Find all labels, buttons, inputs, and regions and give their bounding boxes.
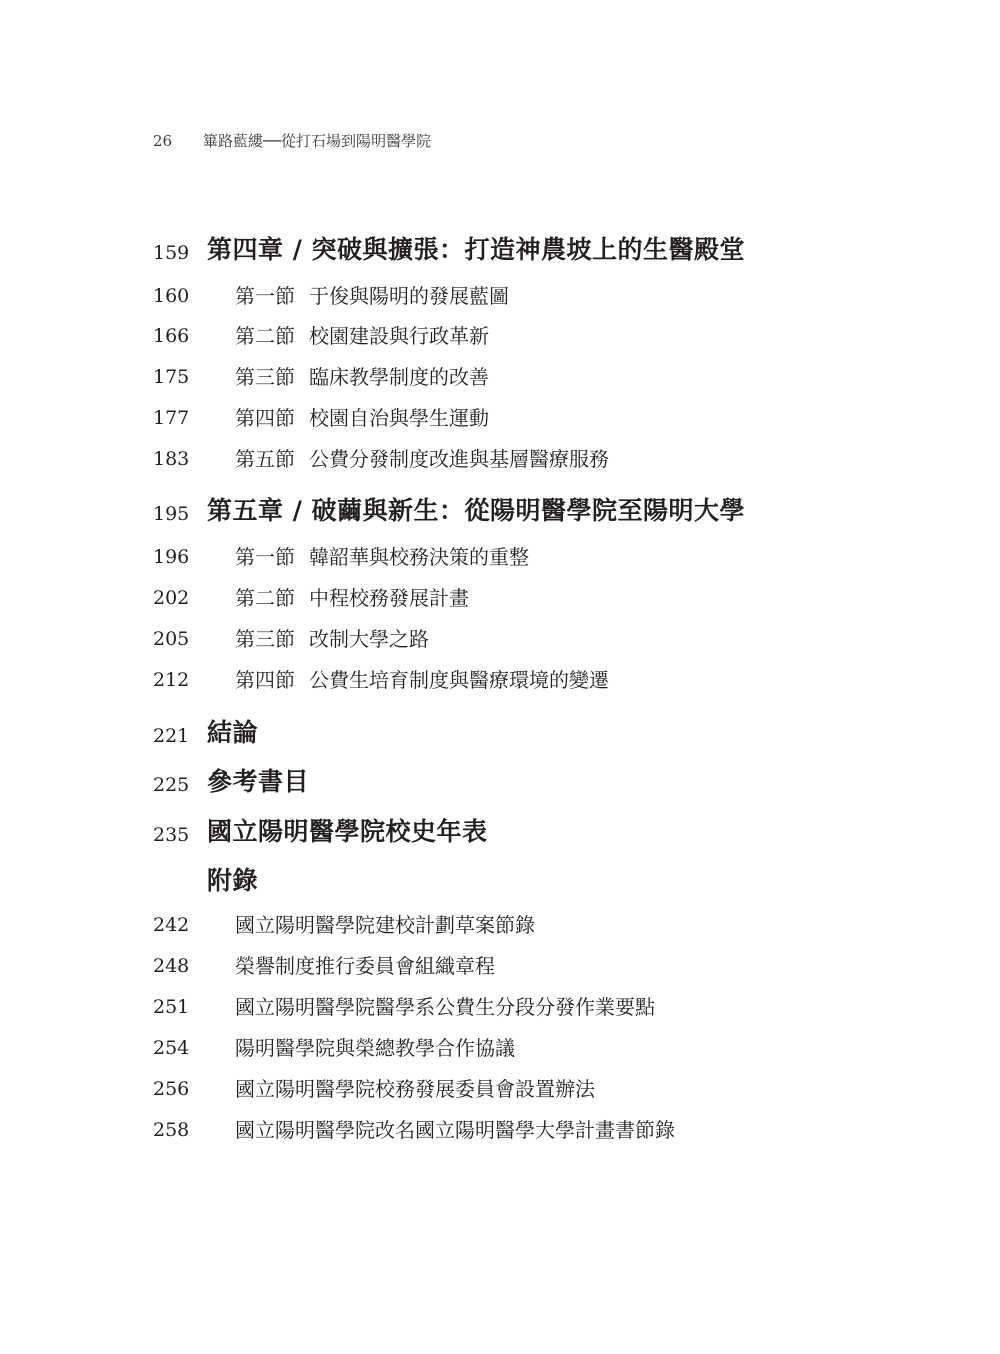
toc-appendix-item[interactable] bbox=[153, 951, 853, 981]
toc-section[interactable] bbox=[153, 624, 853, 654]
toc-page-number: 177 bbox=[153, 407, 190, 429]
toc-page-number: 221 bbox=[153, 725, 190, 747]
toc-appendix-item[interactable] bbox=[153, 910, 853, 940]
book-title: 篳路藍縷──從打石場到陽明醫學院 bbox=[203, 132, 432, 150]
toc-appendix-title: 榮譽制度推行委員會組織章程 bbox=[235, 954, 495, 978]
toc-section-number: 第二節 bbox=[235, 324, 295, 348]
toc-section-title: 改制大學之路 bbox=[309, 627, 429, 651]
toc-chapter-title: 第五章 / 破繭與新生：從陽明醫學院至陽明大學 bbox=[207, 496, 746, 525]
toc-section-number: 第二節 bbox=[235, 586, 295, 610]
toc-section[interactable] bbox=[153, 281, 853, 311]
toc-section[interactable] bbox=[153, 362, 853, 392]
page-number: 26 bbox=[153, 132, 173, 150]
toc-chapter-5[interactable] bbox=[153, 493, 853, 529]
toc-page-number: 166 bbox=[153, 325, 190, 347]
toc-page-number: 202 bbox=[153, 587, 190, 609]
toc-appendix-title: 國立陽明醫學院建校計劃草案節錄 bbox=[235, 913, 535, 937]
toc-section-number: 第四節 bbox=[235, 406, 295, 430]
toc-references[interactable] bbox=[153, 764, 853, 800]
toc-section-number: 第三節 bbox=[235, 365, 295, 389]
toc-chapter-title: 參考書目 bbox=[207, 767, 310, 796]
toc-page-number: 196 bbox=[153, 546, 190, 568]
toc-appendix-item[interactable] bbox=[153, 1033, 853, 1063]
toc-section-number: 第一節 bbox=[235, 545, 295, 569]
toc-page-number: 258 bbox=[153, 1119, 190, 1141]
toc-page-number: 251 bbox=[153, 996, 190, 1018]
toc-appendix-item[interactable] bbox=[153, 1115, 853, 1145]
toc-section[interactable] bbox=[153, 403, 853, 433]
toc-page-number: 175 bbox=[153, 366, 190, 388]
toc-section-number: 第三節 bbox=[235, 627, 295, 651]
toc-section[interactable] bbox=[153, 583, 853, 613]
toc-page-number: 248 bbox=[153, 955, 190, 977]
toc-chapter-title: 附錄 bbox=[207, 866, 259, 895]
toc-page-number: 183 bbox=[153, 448, 190, 470]
toc-appendix-title: 國立陽明醫學院醫學系公費生分段分發作業要點 bbox=[235, 995, 655, 1019]
toc-section-title: 韓韶華與校務決策的重整 bbox=[309, 545, 529, 569]
toc-appendix-title: 陽明醫學院與榮總教學合作協議 bbox=[235, 1036, 515, 1060]
toc-page-number: 195 bbox=[153, 503, 190, 525]
toc-conclusion[interactable] bbox=[153, 715, 853, 751]
toc-section-number: 第四節 bbox=[235, 668, 295, 692]
toc-chapter-4[interactable] bbox=[153, 232, 853, 268]
running-head bbox=[153, 130, 431, 152]
toc-section-number: 第五節 bbox=[235, 447, 295, 471]
toc-page-number: 242 bbox=[153, 914, 190, 936]
toc-page-number: 159 bbox=[153, 242, 190, 264]
toc-section[interactable] bbox=[153, 321, 853, 351]
toc-page-number: 225 bbox=[153, 774, 190, 796]
toc-chronology[interactable] bbox=[153, 814, 853, 850]
toc-appendix-title: 國立陽明醫學院改名國立陽明醫學大學計畫書節錄 bbox=[235, 1118, 675, 1142]
toc-section[interactable] bbox=[153, 665, 853, 695]
toc-section-title: 校園自治與學生運動 bbox=[309, 406, 489, 430]
toc-chapter-title: 結論 bbox=[207, 718, 259, 747]
toc-section-title: 于俊與陽明的發展藍圖 bbox=[309, 284, 509, 308]
toc-section-number: 第一節 bbox=[235, 284, 295, 308]
toc-section-title: 公費生培育制度與醫療環境的變遷 bbox=[309, 668, 609, 692]
toc-page-number: 254 bbox=[153, 1037, 190, 1059]
toc-page-number: 160 bbox=[153, 285, 190, 307]
toc-appendix-item[interactable] bbox=[153, 1074, 853, 1104]
toc-page-number: 256 bbox=[153, 1078, 190, 1100]
toc-page-number: 212 bbox=[153, 669, 190, 691]
toc-section-title: 中程校務發展計畫 bbox=[309, 586, 469, 610]
toc-section-title: 臨床教學制度的改善 bbox=[309, 365, 489, 389]
toc-section-title: 校園建設與行政革新 bbox=[309, 324, 489, 348]
toc-appendix-item[interactable] bbox=[153, 992, 853, 1022]
toc-appendix-title: 國立陽明醫學院校務發展委員會設置辦法 bbox=[235, 1077, 595, 1101]
toc-section[interactable] bbox=[153, 542, 853, 572]
toc-chapter-title: 國立陽明醫學院校史年表 bbox=[207, 817, 488, 846]
toc-appendix-heading[interactable] bbox=[153, 863, 853, 899]
toc-chapter-title: 第四章 / 突破與擴張：打造神農坡上的生醫殿堂 bbox=[207, 235, 746, 264]
toc-section-title: 公費分發制度改進與基層醫療服務 bbox=[309, 447, 609, 471]
toc-section[interactable] bbox=[153, 444, 853, 474]
toc-page-number: 205 bbox=[153, 628, 190, 650]
toc-page-number: 235 bbox=[153, 824, 190, 846]
